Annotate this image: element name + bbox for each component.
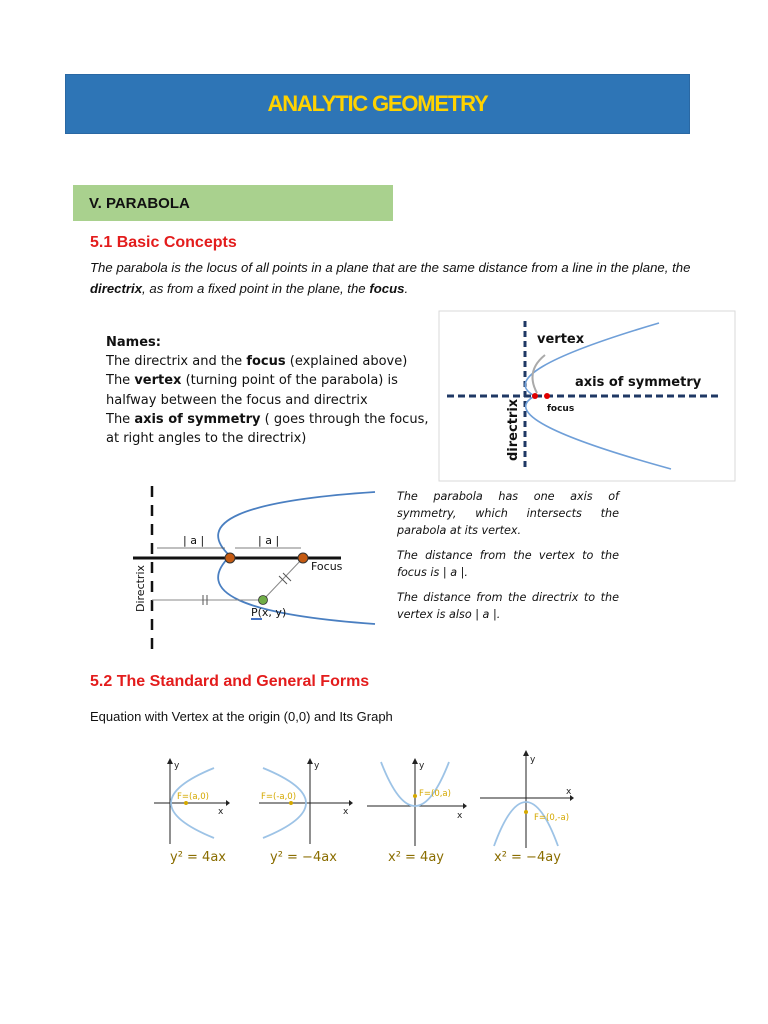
property-2: The distance from the vertex to the focus is | a |. — [397, 549, 619, 579]
x-axis-label: x — [566, 787, 572, 797]
focus-point — [544, 393, 550, 399]
page-title: ANALYTIC GEOMETRY — [267, 91, 488, 116]
parabola-properties — [397, 488, 619, 631]
a-right-label: | a | — [258, 534, 280, 547]
vertex-label: vertex — [537, 332, 585, 347]
y-axis-label: y — [530, 755, 536, 765]
title-banner — [65, 74, 690, 134]
formula-2: y² = −4ax — [270, 850, 337, 865]
graph-opens-right — [150, 758, 230, 848]
focus-label: F=(a,0) — [177, 792, 209, 802]
names-line-1: The directrix and the focus (explained above) — [106, 354, 408, 370]
focus-label: F=(-a,0) — [261, 792, 297, 802]
property-3: The distance from the directrix to the vertex is also | a |. — [397, 591, 619, 621]
vertex-point — [225, 553, 235, 563]
names-line-2: The vertex (turning point of the parabola) is halfway between the focus and directrix — [106, 373, 398, 408]
directrix-label: Directrix — [134, 564, 147, 612]
focus-label: F=(0,a) — [419, 789, 451, 799]
names-heading: Names: — [106, 335, 161, 350]
a-left-label: | a | — [183, 534, 205, 547]
focus-point — [298, 553, 308, 563]
section-bar — [73, 185, 393, 221]
x-axis-label: x — [218, 807, 224, 817]
focus-label: F=(0,-a) — [534, 813, 570, 823]
focus-label: focus — [547, 404, 575, 414]
directrix-label: directrix — [506, 398, 521, 461]
heading-standard-forms: 5.2 The Standard and General Forms — [90, 673, 370, 690]
names-block — [106, 333, 436, 448]
x-axis-label: x — [457, 811, 463, 821]
graph-opens-up — [365, 758, 470, 848]
subheading-vertex-origin: Equation with Vertex at the origin (0,0) and Its Graph — [90, 709, 393, 724]
focus-label: Focus — [311, 560, 343, 573]
vertex-point — [532, 393, 538, 399]
property-1: The parabola has one axis of symmetry, which intersects the parabola at its vertex. — [397, 490, 619, 537]
heading-basic-concepts: 5.1 Basic Concepts — [90, 234, 237, 251]
x-axis-label: x — [343, 807, 349, 817]
graph-opens-down — [478, 750, 578, 850]
parabola-diagram-top — [439, 311, 735, 481]
axis-label: axis of symmetry — [575, 375, 702, 390]
focus-p-line — [263, 558, 303, 600]
point-p — [259, 596, 268, 605]
y-axis-label: y — [174, 761, 180, 771]
section-title: V. PARABOLA — [89, 194, 190, 212]
formula-3: x² = 4ay — [388, 850, 444, 865]
graph-opens-left — [255, 758, 355, 848]
point-label: P(x, y) — [251, 606, 287, 619]
y-axis-label: y — [314, 761, 320, 771]
tick-mark — [279, 576, 287, 584]
formula-1: y² = 4ax — [170, 850, 226, 865]
y-axis-label: y — [419, 761, 425, 771]
names-line-3: The axis of symmetry ( goes through the focus, at right angles to the directrix) — [106, 411, 429, 447]
definition-paragraph: The parabola is the locus of all points in a plane that are the same distance from a line in the plane, the directrix, as from a fixed point in the plane, the focus. — [90, 260, 691, 296]
parabola-diagram-distances — [125, 480, 375, 658]
formula-4: x² = −4ay — [494, 850, 561, 865]
